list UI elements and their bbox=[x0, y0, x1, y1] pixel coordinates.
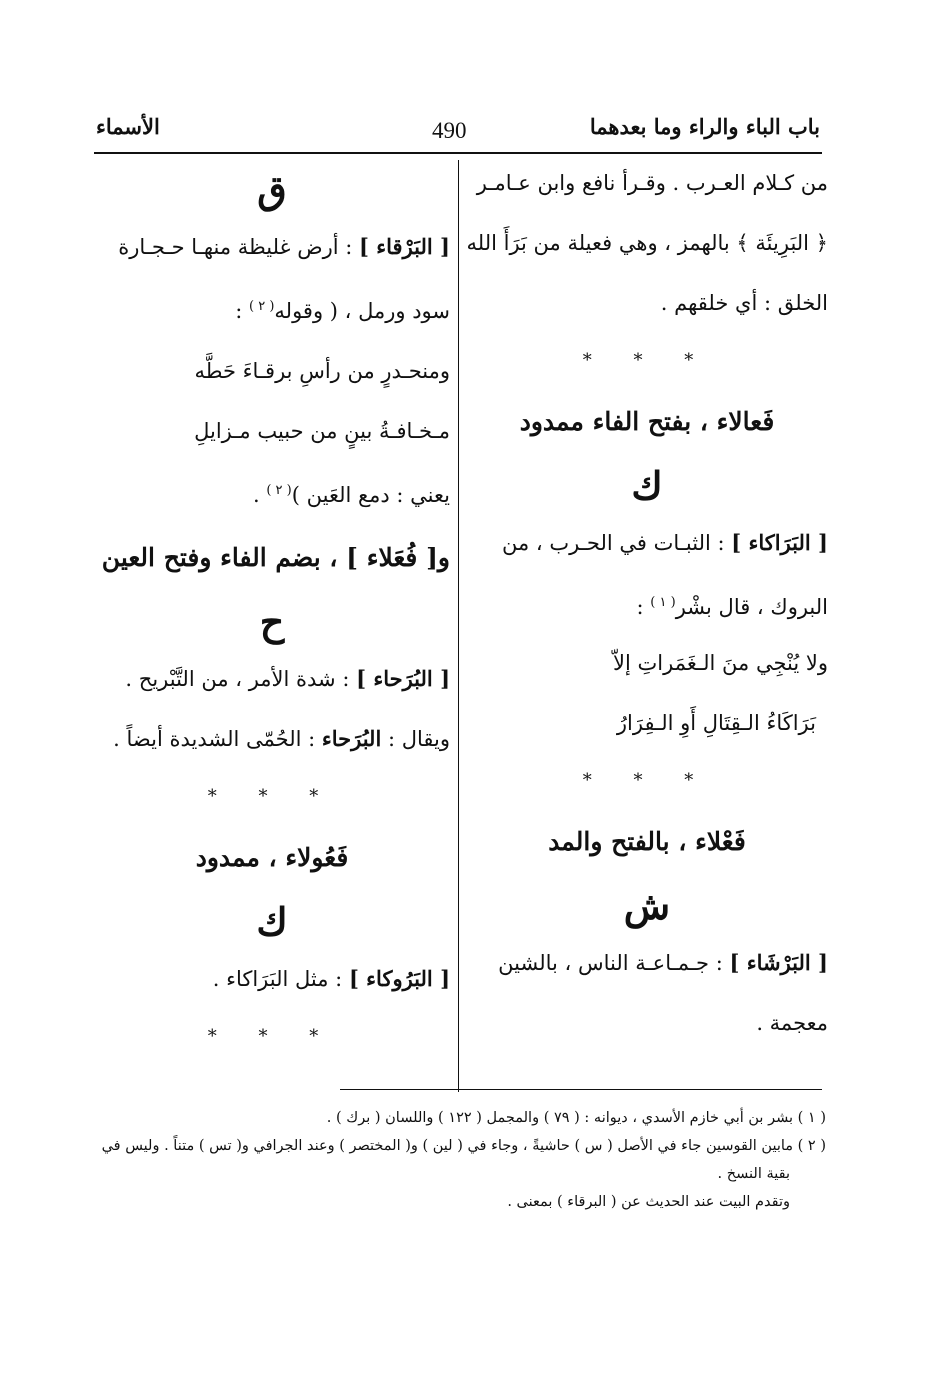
letter-heading: ك bbox=[631, 463, 663, 508]
entry-line bbox=[466, 948, 828, 978]
text-line: الخلق : أي خلقهم . bbox=[660, 291, 828, 315]
page-number: 490 bbox=[432, 118, 467, 143]
entry-keyword: البُرَحاء bbox=[321, 726, 382, 751]
footnotes bbox=[96, 1104, 826, 1216]
section-separator: * * * bbox=[582, 350, 712, 371]
verse-line: ولا يُنْجِي منَ الـغَمَراتِ إلاّ bbox=[613, 651, 828, 675]
footnote: ( ٢ ) مابين القوسين جاء في الأصل ( س ) حاشيةً ، وجاء في ( لين ) و( المختصر ) وعند الجرافي و( تس ) متناً . وليس في bbox=[101, 1138, 826, 1154]
verse-line: مـخـافـةُ بينٍ من حبيب مـزايلِ bbox=[194, 419, 450, 443]
entry-keyword: [ البَرَاكاء ] bbox=[731, 530, 828, 555]
chapter-title: باب الباء والراء وما بعدهما bbox=[589, 114, 820, 139]
text-segment: : الحُمّى الشديدة أيضاً . bbox=[113, 727, 316, 751]
text-segment: . bbox=[252, 483, 260, 507]
entry-line bbox=[94, 232, 450, 262]
text-line: ﴿ البَرِيئَة ﴾ بالهمز ، وهي فعيلة من بَرَأَ الله bbox=[466, 231, 828, 255]
text-line: من كـلام العـرب . وقـرأ نافع وابن عـامـر bbox=[476, 171, 828, 195]
text-line: معجمة . bbox=[756, 1011, 828, 1035]
letter-heading: ك bbox=[256, 899, 288, 944]
entry-keyword: [ البَرُوكاء ] bbox=[348, 966, 450, 991]
text-line bbox=[94, 724, 450, 754]
left-column bbox=[94, 168, 450, 1080]
pattern-heading: فَعُولاء ، ممدود bbox=[195, 843, 349, 872]
text-segment: يعني : دمع العَين ) bbox=[291, 483, 450, 507]
entry-definition: : أرض غليظة منهـا حـجـارة bbox=[118, 235, 353, 259]
right-column bbox=[466, 168, 828, 1068]
text-segment: : bbox=[636, 595, 644, 619]
verse-line: بَرَاكَاءُ الـقِتَالِ أَوِ الـفِرَارُ bbox=[616, 711, 816, 735]
footnote-marker: ( ٢ ) bbox=[248, 299, 275, 314]
header-rule bbox=[94, 152, 822, 154]
text-segment: البروك ، قال بشْر bbox=[675, 595, 828, 619]
entry-definition: : مثل البَرَاكاء . bbox=[212, 967, 343, 991]
text-line bbox=[94, 292, 450, 326]
pattern-heading: فَعْلاء ، بالفتح والمد bbox=[548, 827, 746, 856]
section-separator: * * * bbox=[207, 786, 337, 807]
verse-line: ومنحـدرٍ من رأسِ برقـاءَ حَطَّه bbox=[194, 359, 450, 383]
column-divider bbox=[458, 160, 459, 1092]
section-separator: * * * bbox=[207, 1026, 337, 1047]
footnote-marker: ( ٢ ) bbox=[266, 483, 292, 498]
letter-heading: ح bbox=[259, 599, 285, 644]
heading-text: ، بضم الفاء وفتح العين bbox=[101, 543, 338, 572]
text-segment: : bbox=[235, 299, 243, 323]
entry-keyword: [ البُرَحاء ] bbox=[356, 666, 450, 691]
running-header bbox=[94, 112, 824, 152]
letter-heading: ش bbox=[623, 883, 671, 928]
footnote-continuation: بقية النسخ . bbox=[717, 1166, 790, 1182]
text-segment: ويقال : bbox=[387, 727, 450, 751]
footnote-marker: ( ١ ) bbox=[650, 595, 676, 610]
text-line bbox=[94, 476, 450, 510]
pattern-heading bbox=[94, 540, 450, 576]
section-title: الأسماء bbox=[96, 114, 160, 139]
entry-keyword: [ البَرْقاء ] bbox=[359, 234, 450, 259]
entry-line bbox=[94, 964, 450, 994]
section-separator: * * * bbox=[582, 770, 712, 791]
entry-definition: : شدة الأمر ، من التَّبْريح . bbox=[125, 667, 350, 691]
pattern-heading: فَعالاء ، بفتح الفاء ممدود bbox=[519, 407, 775, 436]
footnote-continuation: وتقدم البيت عند الحديث عن ( البرقاء ) بمعنى . bbox=[507, 1194, 790, 1210]
entry-line bbox=[466, 528, 828, 558]
entry-definition: : جـمـاعـة الناس ، بالشين bbox=[498, 951, 723, 975]
entry-definition: : الثبـات في الحـرب ، من bbox=[502, 531, 725, 555]
footnote-rule bbox=[340, 1089, 822, 1090]
entry-keyword: [ البَرْشَاء ] bbox=[729, 950, 828, 975]
text-segment: سود ورمل ، ( وقوله bbox=[274, 299, 450, 323]
heading-keyword: و[ فُعَلاء ] bbox=[346, 543, 450, 572]
entry-line bbox=[94, 664, 450, 694]
text-line bbox=[466, 588, 828, 622]
footnote: ( ١ ) بشر بن أبي خازم الأسدي ، ديوانه : ( ٧٩ ) والمجمل ( ١٢٢ ) واللسان ( برك ) . bbox=[326, 1110, 826, 1126]
letter-heading: ق bbox=[257, 167, 287, 212]
